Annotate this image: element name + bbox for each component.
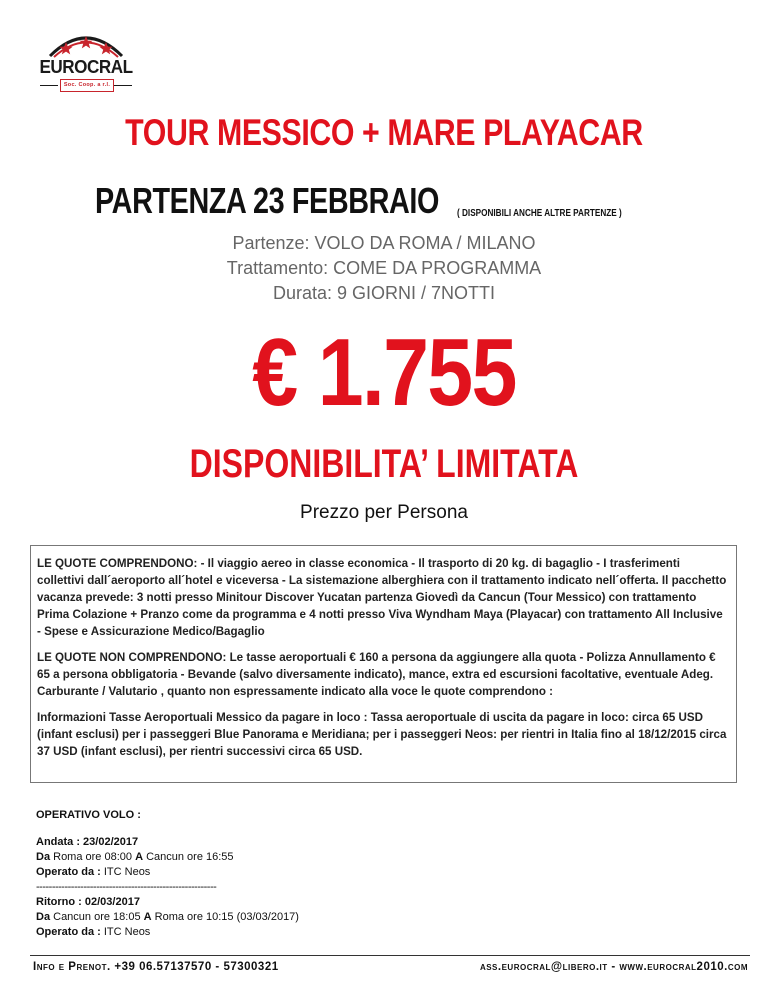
- star-icon: [59, 42, 72, 54]
- return-to-label: A: [143, 911, 152, 923]
- outbound-operator: [36, 865, 336, 880]
- info-treatment: Trattamento: COME DA PROGRAMMA: [226, 258, 542, 278]
- return-from-label: Da: [36, 911, 51, 923]
- logo-tagline: Soc. Coop. a r.l.: [60, 79, 114, 92]
- return-route: [36, 910, 336, 925]
- included-text: LE QUOTE COMPRENDONO: - Il viaggio aereo in classe economica - Il trasporto di 20 kg. di bagaglio - I trasferimenti collettivi dall´aeroporto all´hotel e viceversa - La sistemazione alberghiera con il trattamento indicato nell´offerta. Il pacchetto vacanza prevede: 3 notti presso Minitour Discover Yucatan partenza Giovedì da Cancun (Tour Messico) con trattamento Prima Colazione + Pranzo come da programma e 4 notti presso Viva Wyndham Maya (Playacar) con trattamento All Inclusive: [37, 557, 727, 621]
- included-paragraph: [37, 555, 730, 640]
- logo-line-left: [40, 85, 58, 86]
- outbound-date: Andata : 23/02/2017: [36, 836, 139, 848]
- outbound-to: Cancun ore 16:55: [143, 851, 234, 863]
- outbound-route: [36, 850, 336, 865]
- flight-separator: ---------------------------------------------------------: [36, 881, 217, 893]
- flight-schedule: [36, 808, 336, 940]
- airport-taxes-paragraph: Informazioni Tasse Aeroportuali Messico da pagare in loco : Tassa aeroportuale di uscita da pagare in loco: circa 65 USD (infant esclusi) per i passeggeri Blue Panorama e Meridiana; per i passeggeri Neos: per rientri in Italia fino al 18/12/2015 circa 37 USD (infant esclusi), per rientri successivi circa 65 USD.: [37, 711, 727, 758]
- price-per-person: Prezzo per Persona: [300, 502, 468, 523]
- footer-divider: [30, 955, 750, 956]
- return-from: Cancun ore 18:05: [50, 911, 144, 923]
- footer-contacts: Info e Prenot. +39 06.57137570 - 57300321: [33, 961, 279, 973]
- not-included-paragraph: LE QUOTE NON COMPRENDONO: Le tasse aeroportuali € 160 a persona da aggiungere alla quota - Polizza Annullamento € 65 a persona obbligatoria - Bevande (salvo diversamente indicato), mance, extra ed escursioni facoltative, eventuale Adeg. Carburante / Valutario , quanto non espressamente indicato alla voce le quote comprendono :: [37, 651, 716, 698]
- return-to: Roma ore 10:15 (03/03/2017): [151, 911, 299, 923]
- included-extra: - Spese e Assicurazione Medico/Bagaglio: [37, 625, 265, 638]
- departure-note: ( DISPONIBILI ANCHE ALTRE PARTENZE ): [457, 207, 622, 219]
- price-amount: € 1.755: [252, 319, 516, 426]
- details-box: [30, 545, 737, 783]
- outbound-from-label: Da: [36, 851, 51, 863]
- flight-heading: OPERATIVO VOLO :: [36, 809, 141, 821]
- logo-name: EUROCRAL: [39, 57, 133, 77]
- outbound-operated: ITC Neos: [100, 866, 151, 878]
- outbound-operated-label: Operato da :: [36, 866, 101, 878]
- info-duration: Durata: 9 GIORNI / 7NOTTI: [272, 283, 496, 303]
- outbound-from: Roma ore 08:00: [50, 851, 136, 863]
- departure-date: PARTENZA 23 FEBBRAIO: [95, 180, 440, 221]
- info-departures: Partenze: VOLO DA ROMA / MILANO: [232, 233, 536, 253]
- return-date: Ritorno : 02/03/2017: [36, 896, 140, 908]
- logo-line-right: [114, 85, 132, 86]
- return-operated: ITC Neos: [100, 926, 151, 938]
- departure-row: [95, 180, 622, 222]
- footer-email-web: ass.eurocral@libero.it - www.eurocral2010.com: [479, 961, 748, 973]
- star-icon: [99, 42, 112, 54]
- tour-title: TOUR MESSICO + MARE PLAYACAR: [125, 112, 643, 153]
- outbound-to-label: A: [135, 851, 144, 863]
- return-operator: [36, 925, 336, 940]
- return-operated-label: Operato da :: [36, 926, 101, 938]
- eurocral-logo: [36, 26, 136, 98]
- availability-notice: DISPONIBILITA’ LIMITATA: [189, 442, 579, 486]
